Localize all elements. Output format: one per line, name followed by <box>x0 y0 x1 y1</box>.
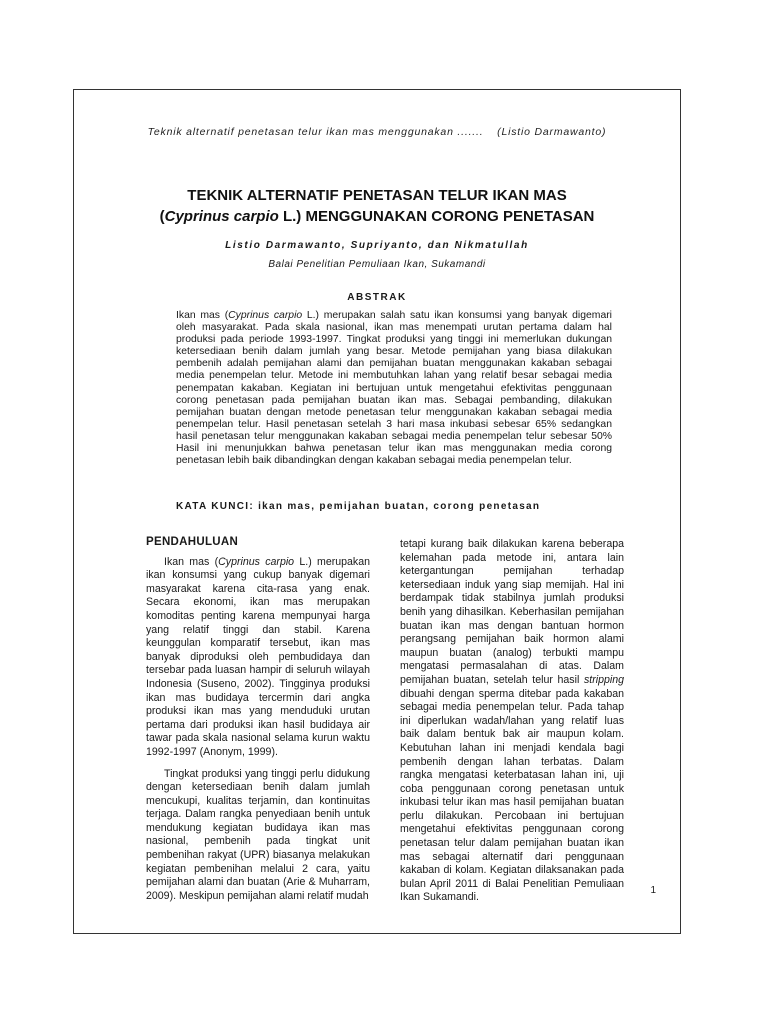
running-head <box>74 126 680 138</box>
running-head-author: (Listio Darmawanto) <box>497 126 607 138</box>
right-column <box>400 538 624 913</box>
title-species: Cyprinus carpio <box>164 208 279 225</box>
abstract-species: Cyprinus carpio <box>228 310 303 321</box>
left-column <box>146 536 370 911</box>
author-list: Listio Darmawanto, Supriyanto, dan Nikmatullah <box>225 240 529 251</box>
paragraph: Tingkat produksi yang tinggi perlu didukung dengan ketersediaan benih dalam jumlah mencukupi, kualitas terjamin, dan kontinuitas terjaga. Dalam rangka penyediaan benih untuk mendukung kegiatan budidaya ikan mas nasional, pembenih pada tingkat unit pembenihan rakyat (UPR) biasanya melakukan kegiatan pembenihan melalui 2 cara, yaitu pemijahan alami dan buatan (Arie & Muharram, 2009). Meskipun pemijahan alami relatif mudah <box>146 767 370 902</box>
paper-title <box>114 185 640 227</box>
page-frame <box>73 89 681 934</box>
italic-term: stripping <box>583 673 624 686</box>
keywords: KATA KUNCI: ikan mas, pemijahan buatan, corong penetasan <box>176 501 541 512</box>
section-heading: PENDAHULUAN <box>146 536 239 548</box>
abstract-heading: ABSTRAK <box>347 292 407 303</box>
abstract-text: Ikan mas (Cyprinus carpio L.) merupakan salah satu ikan konsumsi yang banyak digemari oleh masyarakat. Pada skala nasional, ikan mas menempati urutan pertama dalam hal produksi pada periode 1993-1997. Tingkat produksi yang tinggi ini memerlukan dukungan ketersediaan benih dalam jumlah yang besar. Metode pemijahan yang biasa dilakukan pembenih adalah pemijahan alami dan pemijahan buatan menggunakan kakaban sebagai media penempelan telur. Metode ini membutuhkan lahan yang relatif besar sebagai media penempatan kakaban. Kegiatan ini bertujuan untuk mengetahui efektivitas penggunaan corong penetasan pada pemijahan buatan ikan mas. Sebagai pembanding, dilakukan pemijahan buatan dengan metode penetasan telur menggunakan kakaban sebagai media penempelan telur. Hasil penetasan setelah 3 hari masa inkubasi sebesar 65% sedangkan hasil penetasan telur menggunakan kakaban sebagai media penempelan telur sebesar 50% Hasil ini menunjukkan bahwa penetasan telur ikan mas menggunakan media corong penetasan lebih baik dibandingkan dengan kakaban sebagai media penempelan telur. <box>176 310 612 467</box>
running-head-title: Teknik alternatif penetasan telur ikan mas menggunakan ....... <box>147 126 484 138</box>
paragraph: tetapi kurang baik dilakukan karena beberapa kelemahan pada metode ini, antara lain ketergantungan pemijahan terhadap ketersediaan induk yang siap memijah. Hal ini berdampak tidak stabilnya jumlah produksi benih yang dihasilkan. Keberhasilan pemijahan buatan ikan mas dengan bantuan hormon perangsang pemijahan baik hormon alami maupun buatan (analog) terbukti mampu mengatasi permasalahan di atas. Dalam pemijahan buatan, setelah telur hasil stripping dibuahi dengan sperma ditebar pada kakaban sebagai media penempelan telur. Pada tahap ini diperlukan wadah/lahan yang relatif luas baik dalam bentuk bak air maupun kolam. Kebutuhan lahan ini menjadi kendala bagi pembenih dengan lahan terbatas. Dalam rangka mengatasi keterbatasan lahan ini, uji coba penggunaan corong penetasan untuk inkubasi telur ikan mas hasil pemijahan buatan perlu dilakukan. Percobaan ini bertujuan mengetahui efektivitas penggunaan corong penetasan telur dalam pemijahan buatan ikan mas sebagai alternatif dari penggunaan kakaban di kolam. Kegiatan dilaksanakan pada bulan April 2011 di Balai Penelitian Pemuliaan Ikan Sukamandi. <box>400 538 624 904</box>
title-line-1: TEKNIK ALTERNATIF PENETASAN TELUR IKAN MAS <box>187 187 567 204</box>
page-number: 1 <box>650 885 656 896</box>
affiliation: Balai Penelitian Pemuliaan Ikan, Sukamandi <box>268 259 486 270</box>
paragraph: Ikan mas (Cyprinus carpio L.) merupakan ikan konsumsi yang cukup banyak digemari masyarakat karena cita-rasa yang enak. Secara ekonomi, ikan mas merupakan komoditas penting karena mempunyai harga yang relatif tinggi dan stabil. Karena keunggulan komparatif tersebut, ikan mas banyak diproduksi oleh pembudidaya dan tersebar pada luasan hampir di seluruh wilayah Indonesia (Suseno, 2002). Tingginya produksi ikan mas budidaya tercermin dari angka produksi ikan mas yang menduduki urutan pertama dari produksi ikan hasil budidaya air tawar pada skala nasional selama kurun waktu 1992-1997 (Anonym, 1999). <box>146 555 371 758</box>
title-line-2: (Cyprinus carpio L.) MENGGUNAKAN CORONG PENETASAN <box>159 208 595 225</box>
species-name: Cyprinus carpio <box>218 555 295 568</box>
